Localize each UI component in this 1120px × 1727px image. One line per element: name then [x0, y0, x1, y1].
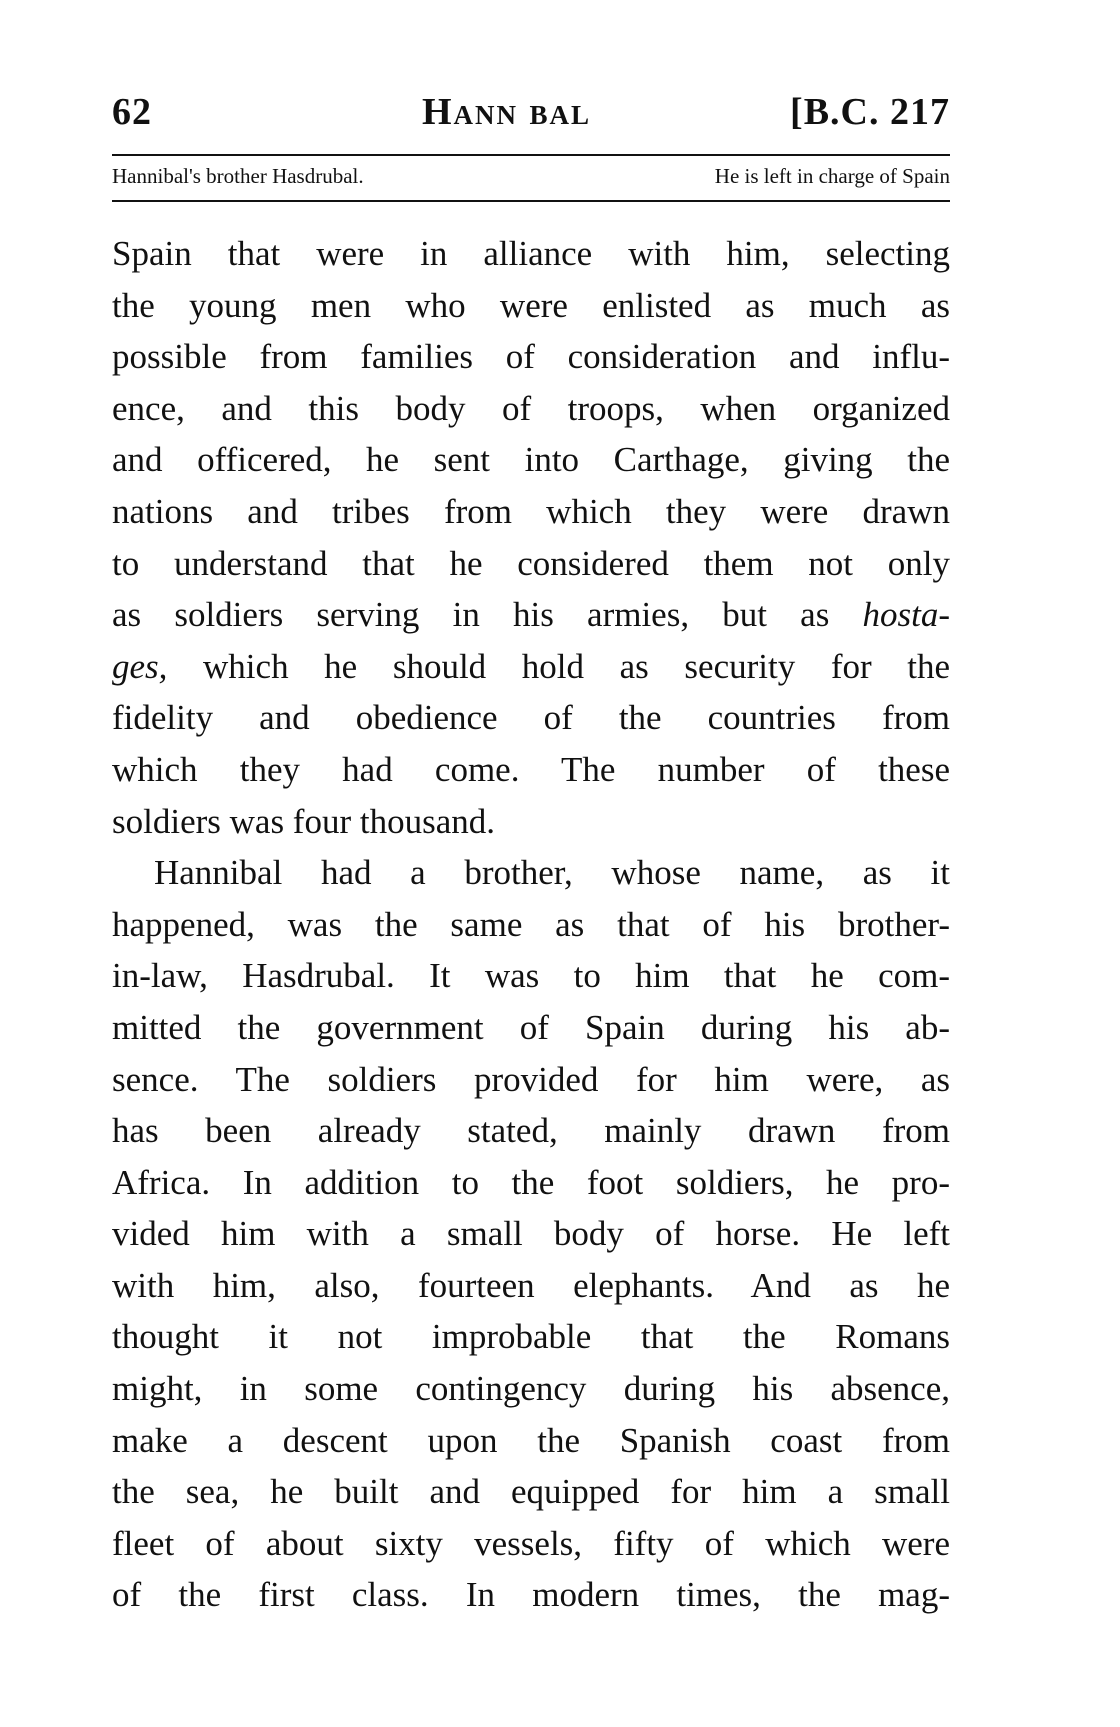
text-fragment: which he should hold as security for the — [203, 646, 950, 686]
text-line: fleet of about sixty vessels, fifty of which were — [112, 1523, 950, 1563]
text-line: the young men who were enlisted as much as — [112, 285, 950, 325]
text-line: Spain that were in alliance with him, selecting — [112, 234, 950, 273]
text-line: with him, also, fourteen elephants. And as he — [112, 1265, 950, 1305]
text-line: mitted the government of Spain during his ab- — [112, 1007, 950, 1047]
text-line: which they had come. The number of these — [112, 749, 950, 789]
italic-word: ges, — [112, 646, 168, 686]
page-header — [112, 90, 950, 138]
body-text — [112, 228, 950, 1621]
header-rule-top — [112, 154, 950, 156]
text-line: to understand that he considered them not only — [112, 543, 950, 583]
text-line: make a descent upon the Spanish coast from — [112, 1420, 950, 1460]
text-line: vided him with a small body of horse. He left — [112, 1214, 950, 1254]
text-line: Africa. In addition to the foot soldiers, he pro- — [112, 1162, 950, 1202]
italic-word: hosta- — [862, 595, 950, 635]
text-line: of the first class. In modern times, the mag- — [112, 1575, 950, 1615]
marginal-summary — [112, 164, 950, 192]
running-date: [B.C. 217 — [790, 91, 950, 133]
text-line: happened, was the same as that of his brother- — [112, 904, 950, 944]
header-rule-bottom — [112, 200, 950, 202]
text-line: might, in some contingency during his absence, — [112, 1369, 950, 1409]
text-line: thought it not improbable that the Romans — [112, 1317, 950, 1357]
text-line-with-italic — [112, 589, 950, 641]
running-title: Hann bal — [422, 91, 592, 133]
text-line: Hannibal had a brother, whose name, as it — [154, 853, 950, 893]
text-line: the sea, he built and equipped for him a small — [112, 1472, 950, 1512]
text-line: nations and tribes from which they were drawn — [112, 491, 950, 531]
text-fragment: as soldiers serving in his armies, but as — [112, 595, 863, 635]
text-line: soldiers was four thousand. — [112, 801, 496, 841]
marginal-summary-right: He is left in charge of Spain — [714, 164, 950, 188]
text-line: sence. The soldiers provided for him were, as — [112, 1059, 950, 1099]
text-line: has been already stated, mainly drawn from — [112, 1111, 950, 1151]
text-line: possible from families of consideration and influ- — [112, 337, 950, 377]
text-line: fidelity and obedience of the countries from — [112, 698, 950, 738]
page-number: 62 — [112, 91, 152, 133]
text-line-with-italic — [112, 641, 950, 693]
marginal-summary-left: Hannibal's brother Hasdrubal. — [112, 164, 364, 188]
text-line: ence, and this body of troops, when organized — [112, 388, 950, 428]
text-line: and officered, he sent into Carthage, giving the — [112, 440, 950, 480]
text-line: in-law, Hasdrubal. It was to him that he com- — [112, 956, 950, 996]
